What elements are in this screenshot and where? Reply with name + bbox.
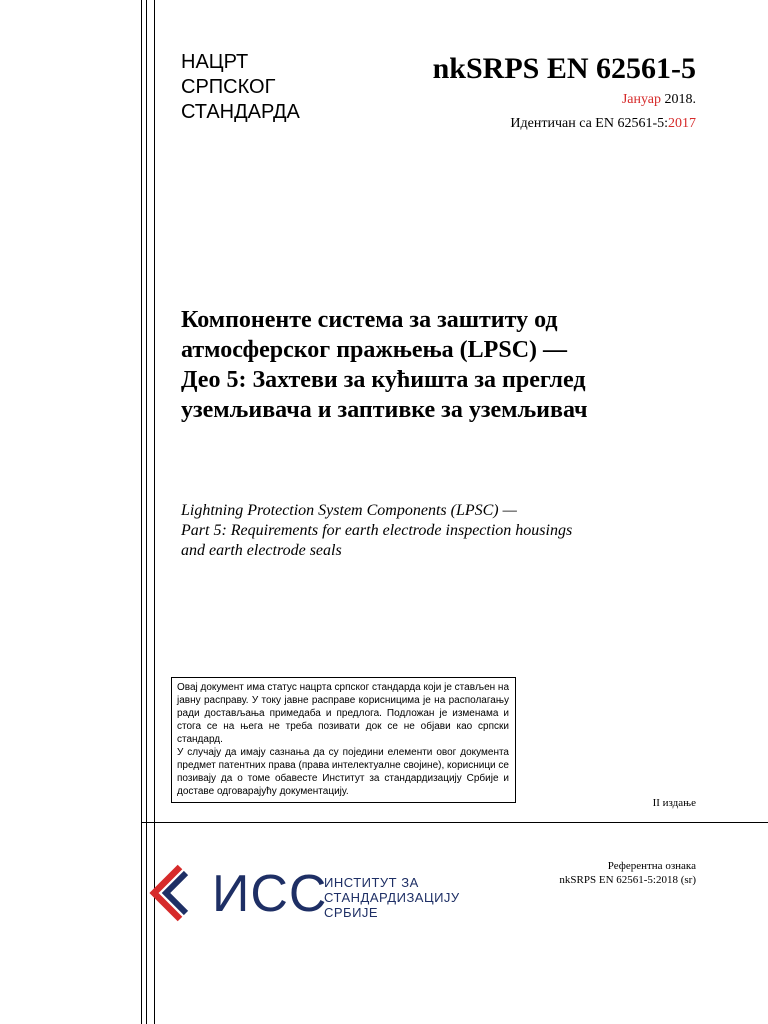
institute-name-line: СТАНДАРДИЗАЦИЈУ <box>324 890 460 905</box>
identical-year: 2017 <box>668 116 696 131</box>
institute-name <box>324 875 460 920</box>
title-sr-line: уземљивача и заптивке за уземљивач <box>181 397 588 423</box>
reference-label: Референтна ознака <box>607 860 696 872</box>
identical-with <box>510 116 696 132</box>
draft-label-line: НАЦРТ <box>181 51 249 73</box>
date-year: 2018. <box>661 92 696 107</box>
title-sr-line: атмосферског пражњења (LPSC) — <box>181 337 568 363</box>
title-en-line: Part 5: Requirements for earth electrode inspection housings <box>181 522 573 539</box>
footer-divider <box>141 822 768 823</box>
draft-standard-label <box>181 50 300 125</box>
identical-prefix: Идентичан са EN 62561-5: <box>510 116 668 131</box>
iss-logo <box>146 859 466 931</box>
title-sr-line: Компоненте система за заштиту од <box>181 307 558 333</box>
standard-code: nkSRPS EN 62561-5 <box>432 52 696 85</box>
title-serbian <box>181 305 651 425</box>
title-english <box>181 501 661 561</box>
reference-designation <box>559 859 696 887</box>
institute-name-line: СРБИЈЕ <box>324 905 379 920</box>
institute-name-line: ИНСТИТУТ ЗА <box>324 875 419 890</box>
notice-paragraph-patents: У случају да имају сазнања да су поједини елементи овог документа предмет патентних права (права интелектуалне својине), корисници се позивају да о томе обавесте Институт за стандардизацију Србије и доставе одговарајућу документацију. <box>177 747 509 797</box>
title-en-line: Lightning Protection System Components (LPSC) — <box>181 502 517 519</box>
draft-label-line: СРПСКОГ <box>181 76 276 98</box>
draft-notice-box <box>171 677 516 803</box>
reference-code: nkSRPS EN 62561-5:2018 (sr) <box>559 874 696 886</box>
iss-logo-mark-icon <box>146 859 212 931</box>
title-en-line: and earth electrode seals <box>181 542 342 559</box>
draft-label-line: СТАНДАРДА <box>181 101 300 123</box>
title-sr-line: Део 5: Захтеви за кућишта за преглед <box>181 367 586 393</box>
publication-date <box>622 92 696 108</box>
iss-logo-letters: ИСС <box>212 865 328 923</box>
date-month: Јануар <box>621 92 661 107</box>
edition-label: II издање <box>652 797 696 809</box>
notice-paragraph-status: Овај документ има статус нацрта српског стандарда који је стављен на јавну расправу. У току јавне расправе корисницима је на располагању ради достављања примедаба и предлога. Подложан је изменама и стога се на њега не треба позивати док се не објави као српски стандард. <box>177 682 510 745</box>
margin-line-outer <box>141 0 142 1024</box>
